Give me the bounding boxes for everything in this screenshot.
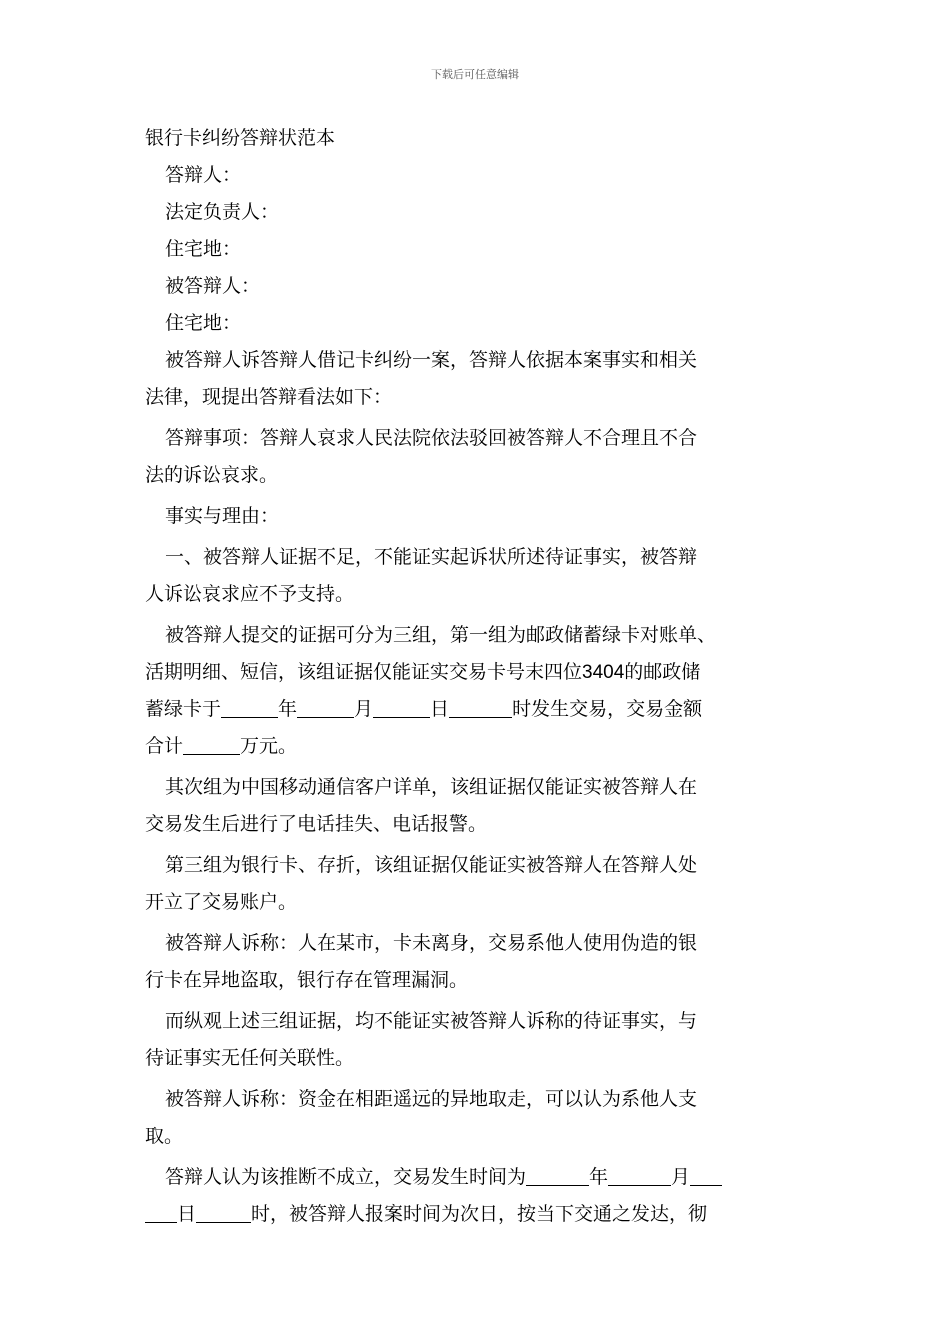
document-title: 银行卡纠纷答辩状范本 bbox=[145, 127, 336, 149]
field-legal-rep: 法定负责人： bbox=[165, 201, 280, 223]
matters-line-1: 答辩事项：答辩人哀求人民法院依法驳回被答辩人不合理且不合 bbox=[165, 427, 698, 449]
field-address-2: 住宅地： bbox=[165, 312, 242, 334]
claim-two-line-2: 取。 bbox=[145, 1125, 184, 1147]
point-one-line-1: 一、被答辩人证据不足，不能证实起诉状所述待证事实，被答辩 bbox=[165, 546, 698, 568]
point-one-line-2: 人诉讼哀求应不予支持。 bbox=[145, 583, 355, 605]
intro-line-2: 法律，现提出答辩看法如下： bbox=[145, 386, 393, 408]
matters-line-2: 法的诉讼哀求。 bbox=[145, 464, 279, 486]
evidence-text: 蓄绿卡于 bbox=[145, 698, 222, 720]
claim-two-line-1: 被答辩人诉称：资金在相距遥远的异地取走，可以认为系他人支 bbox=[165, 1088, 698, 1110]
overview-line-1: 而纵观上述三组证据，均不能证实被答辩人诉称的待证事实，与 bbox=[165, 1010, 698, 1032]
third-group-line-2: 开立了交易账户。 bbox=[145, 891, 298, 913]
blank-day-part-1 bbox=[690, 1167, 722, 1186]
blank-year bbox=[526, 1167, 589, 1186]
evidence-text: 活期明细、短信，该组证据仅能证实交易卡号末四位 bbox=[145, 661, 583, 683]
reason-line-2 bbox=[145, 1196, 810, 1233]
reason-line-1 bbox=[145, 1159, 810, 1196]
intro-line-1: 被答辩人诉答辩人借记卡纠纷一案，答辩人依据本案事实和相关 bbox=[165, 349, 698, 371]
day-label: 日 bbox=[177, 1203, 197, 1225]
second-group-line-1: 其次组为中国移动通信客户详单，该组证据仅能证实被答辩人在 bbox=[165, 776, 698, 798]
evidence-text: 时发生交易，交易金额 bbox=[512, 698, 703, 720]
blank-hour bbox=[196, 1204, 251, 1223]
reason-text: 时，被答辩人报案时间为次日，按当下交通之发达，彻 bbox=[251, 1203, 708, 1225]
field-address-1: 住宅地： bbox=[165, 238, 242, 260]
blank-day-part-2 bbox=[145, 1204, 177, 1223]
card-number: 3404 bbox=[582, 662, 625, 683]
document-body bbox=[145, 120, 810, 1233]
blank-year bbox=[221, 699, 278, 718]
blank-day bbox=[373, 699, 430, 718]
month-label: 月 bbox=[671, 1166, 691, 1188]
unit-label: 万元。 bbox=[240, 735, 298, 757]
second-group-line-2: 交易发生后进行了电话挂失、电话报警。 bbox=[145, 813, 488, 835]
evidence-line-3 bbox=[145, 691, 810, 728]
page-header: 下载后可任意编辑 bbox=[431, 68, 519, 81]
field-respondent: 答辩人： bbox=[165, 164, 242, 186]
blank-month bbox=[297, 699, 354, 718]
blank-amount bbox=[183, 736, 240, 755]
facts-heading: 事实与理由： bbox=[165, 505, 280, 527]
month-label: 月 bbox=[354, 698, 374, 720]
year-label: 年 bbox=[278, 698, 298, 720]
evidence-line-2 bbox=[145, 654, 810, 691]
reason-text: 答辩人认为该推断不成立，交易发生时间为 bbox=[165, 1166, 527, 1188]
claim-one-line-1: 被答辩人诉称：人在某市，卡未离身，交易系他人使用伪造的银 bbox=[165, 932, 698, 954]
evidence-text: 的邮政储 bbox=[624, 661, 701, 683]
claim-one-line-2: 行卡在异地盗取，银行存在管理漏洞。 bbox=[145, 969, 469, 991]
third-group-line-1: 第三组为银行卡、存折，该组证据仅能证实被答辩人在答辩人处 bbox=[165, 854, 698, 876]
evidence-line-1: 被答辩人提交的证据可分为三组，第一组为邮政储蓄绿卡对账单、 bbox=[165, 624, 717, 646]
year-label: 年 bbox=[589, 1166, 609, 1188]
total-label: 合计 bbox=[145, 735, 184, 757]
day-label: 日 bbox=[430, 698, 450, 720]
field-claimant: 被答辩人： bbox=[165, 275, 261, 297]
blank-hour bbox=[449, 699, 512, 718]
blank-month bbox=[608, 1167, 671, 1186]
evidence-line-4 bbox=[145, 728, 810, 765]
overview-line-2: 待证事实无任何关联性。 bbox=[145, 1047, 355, 1069]
